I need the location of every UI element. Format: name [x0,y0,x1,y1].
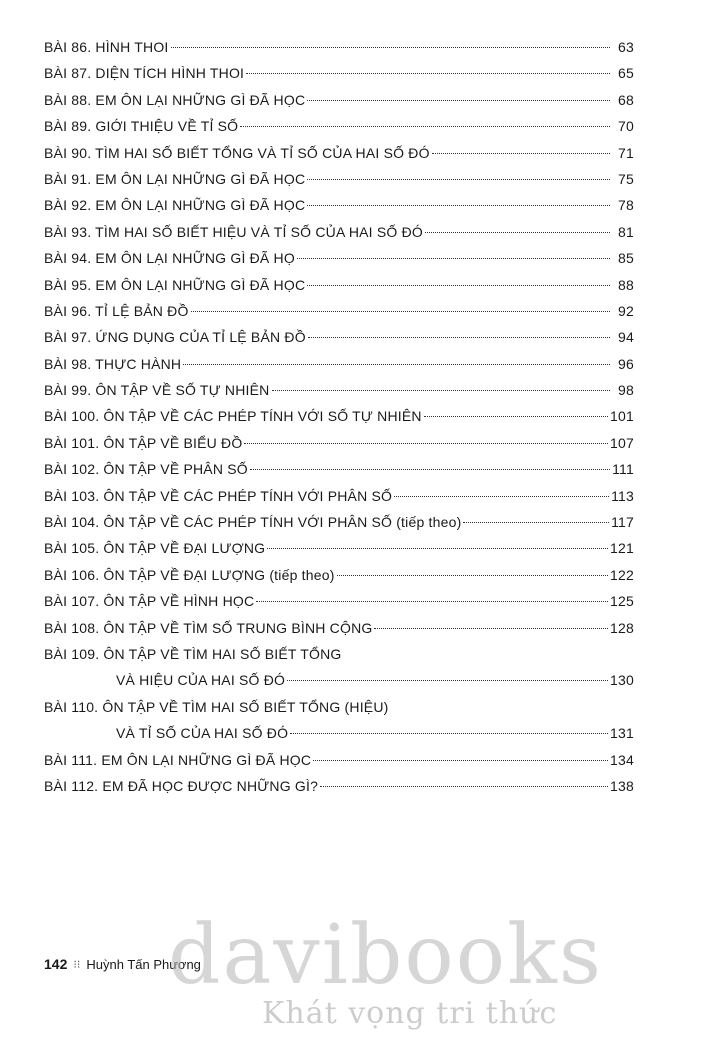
toc-entry-page: 96 [618,355,634,372]
dot-leader [240,126,610,127]
dot-leader [287,680,608,681]
toc-entry-page: 63 [618,39,634,55]
toc-entry [44,192,634,218]
toc-entry-page: 122 [610,566,634,583]
dot-leader [246,73,610,74]
toc-entry-title: BÀI 101. ÔN TẬP VỀ BIỂU ĐỒ [44,434,243,451]
toc-entry-page: 113 [611,487,634,504]
toc-entry-page: 101 [610,408,634,425]
toc-entry [44,615,634,641]
toc-entry [44,773,634,799]
dot-leader [308,337,610,338]
page-number: 142 [44,956,68,972]
toc-entry-page: 85 [618,250,634,267]
toc-entry-title: BÀI 106. ÔN TẬP VỀ ĐẠI LƯỢNG (tiếp theo) [44,566,335,583]
toc-entry-page: 117 [611,514,634,531]
toc-entry-title: BÀI 89. GIỚI THIỆU VỀ TỈ SỐ [44,118,239,135]
toc-entry [44,245,634,271]
toc-entry [44,272,634,298]
dot-leader [425,232,610,233]
toc-entry-page: 138 [610,777,634,794]
toc-entry-page: 70 [618,118,634,135]
toc-entry-title: BÀI 107. ÔN TẬP VỀ HÌNH HỌC [44,593,255,610]
toc-entry-page: 98 [618,382,634,399]
dot-leader [183,364,610,365]
toc-entry-page: 134 [610,751,634,768]
toc-entry-title: BÀI 94. EM ÔN LẠI NHỮNG GÌ ĐÃ HỌ [44,250,295,267]
toc-entry-title: BÀI 102. ÔN TẬP VỀ PHÂN SỐ [44,461,248,478]
toc-entry-page: 92 [618,302,634,319]
dot-leader [394,496,609,497]
toc-entry [44,60,634,86]
toc-entry-page: 121 [610,540,634,557]
toc-entry [44,298,634,324]
toc-entry-title: BÀI 112. EM ĐÃ HỌC ĐƯỢC NHỮNG GÌ? [44,777,319,794]
dot-leader [337,575,608,576]
toc-entry-page: 65 [618,65,634,82]
dot-leader [313,760,608,761]
dot-leader [307,205,610,206]
toc-entry [44,483,634,509]
toc-entry [44,430,634,456]
toc-entry-page: 94 [618,329,634,346]
toc-entry [44,456,634,482]
toc-entry-title: BÀI 99. ÔN TẬP VỀ SỐ TỰ NHIÊN [44,382,270,399]
dot-leader [267,548,608,549]
toc-entry-page: 130 [610,672,634,689]
table-of-contents [44,34,634,799]
toc-entry-title: BÀI 86. HÌNH THOI [44,39,169,55]
dot-leader [463,522,609,523]
toc-entry [44,351,634,377]
toc-entry-title: BÀI 87. DIỆN TÍCH HÌNH THOI [44,65,245,82]
footer-ornament-icon: ⁝⁝ [73,958,81,971]
dot-leader [256,601,608,602]
dot-leader [290,733,608,734]
dot-leader [272,390,611,391]
toc-entry-title-continued: VÀ TỈ SỐ CỦA HAI SỐ ĐÓ [116,725,289,742]
toc-entry-title: BÀI 110. ÔN TẬP VỀ TÌM HAI SỐ BIẾT TỔNG (HIỆU) [44,698,389,715]
toc-entry-title: BÀI 109. ÔN TẬP VỀ TÌM HAI SỐ BIẾT TỔNG [44,645,342,662]
dot-leader [432,153,610,154]
toc-entry-title: BÀI 111. EM ÔN LẠI NHỮNG GÌ ĐÃ HỌC [44,751,312,768]
dot-leader [307,179,610,180]
dot-leader [424,416,608,417]
toc-entry [44,588,634,614]
toc-entry-title: BÀI 97. ỨNG DỤNG CỦA TỈ LỆ BẢN ĐỒ [44,329,306,346]
dot-leader [307,100,610,101]
toc-entry-title: BÀI 96. TỈ LỆ BẢN ĐỒ [44,302,189,319]
toc-entry [44,140,634,166]
toc-entry-title: BÀI 105. ÔN TẬP VỀ ĐẠI LƯỢNG [44,540,266,557]
toc-entry-title: BÀI 104. ÔN TẬP VỀ CÁC PHÉP TÍNH VỚI PHÂN SỐ (tiếp theo) [44,514,462,531]
toc-entry-title-continued: VÀ HIỆU CỦA HAI SỐ ĐÓ [116,672,286,689]
toc-entry-page: 71 [618,144,634,161]
author-name: Huỳnh Tấn Phương [86,956,201,972]
toc-entry-page: 107 [610,434,634,451]
toc-entry-page: 111 [612,461,634,478]
toc-entry [44,641,634,694]
toc-entry [44,219,634,245]
toc-entry [44,562,634,588]
toc-entry-title: BÀI 91. EM ÔN LẠI NHỮNG GÌ ĐÃ HỌC [44,170,306,187]
dot-leader [250,469,610,470]
toc-entry-page: 128 [610,619,634,636]
toc-entry-title: BÀI 90. TÌM HAI SỐ BIẾT TỔNG VÀ TỈ SỐ CỦA HAI SỐ ĐÓ [44,144,430,161]
toc-entry-page: 125 [610,593,634,610]
toc-entry-title: BÀI 95. EM ÔN LẠI NHỮNG GÌ ĐÃ HỌC [44,276,306,293]
dot-leader [320,786,608,787]
dot-leader [307,285,610,286]
toc-entry [44,34,634,60]
toc-entry [44,113,634,139]
dot-leader [297,258,610,259]
watermark-tagline: Khát vọng tri thức [262,996,558,1031]
dot-leader [244,443,608,444]
toc-entry [44,403,634,429]
toc-entry-title: BÀI 103. ÔN TẬP VỀ CÁC PHÉP TÍNH VỚI PHÂN SỐ [44,487,393,504]
dot-leader [191,311,610,312]
toc-entry [44,87,634,113]
toc-entry [44,535,634,561]
toc-entry-title: BÀI 100. ÔN TẬP VỀ CÁC PHÉP TÍNH VỚI SỐ TỰ NHIÊN [44,408,422,425]
toc-entry-page: 131 [610,725,634,742]
toc-entry-title: BÀI 98. THỰC HÀNH [44,355,182,372]
toc-entry [44,377,634,403]
toc-entry-page: 68 [618,91,634,108]
dot-leader [374,628,608,629]
toc-entry [44,166,634,192]
toc-entry [44,694,634,747]
toc-entry-title: BÀI 93. TÌM HAI SỐ BIẾT HIỆU VÀ TỈ SỐ CỦA HAI SỐ ĐÓ [44,223,423,240]
toc-entry-page: 81 [618,223,634,240]
toc-entry-page: 75 [618,170,634,187]
toc-entry-title: BÀI 108. ÔN TẬP VỀ TÌM SỐ TRUNG BÌNH CỘNG [44,619,373,636]
toc-entry-page: 78 [618,197,634,214]
toc-entry [44,747,634,773]
toc-entry-page: 88 [618,276,634,293]
toc-entry-title: BÀI 88. EM ÔN LẠI NHỮNG GÌ ĐÃ HỌC [44,91,306,108]
watermark-logo: davibooks [168,908,603,1003]
toc-entry [44,509,634,535]
dot-leader [171,47,610,48]
toc-entry [44,324,634,350]
toc-entry-title: BÀI 92. EM ÔN LẠI NHỮNG GÌ ĐÃ HỌC [44,197,306,214]
